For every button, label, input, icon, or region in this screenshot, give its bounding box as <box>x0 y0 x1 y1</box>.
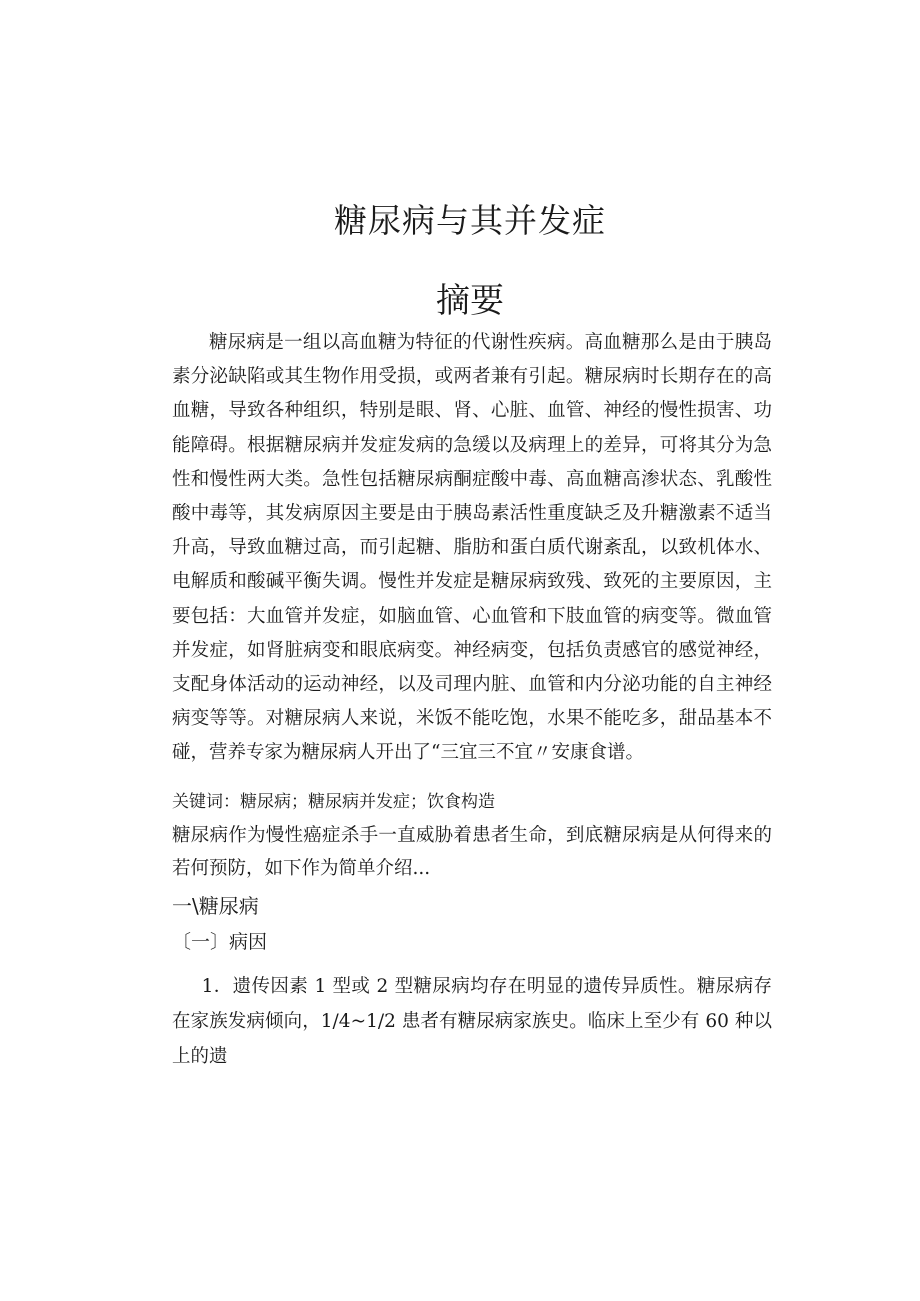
abstract-paragraph: 糖尿病是一组以高血糖为特征的代谢性疾病。高血糖那么是由于胰岛素分泌缺陷或其生物作用受损，或两者兼有引起。糖尿病时长期存在的高血糖，导致各种组织，特别是眼、肾、心脏、血管、神经的慢性损害、功能障碍。根据糖尿病并发症发病的急缓以及病理上的差异，可将其分为急性和慢性两大类。急性包括糖尿病酮症酸中毒、高血糖高渗状态、乳酸性酸中毒等，其发病原因主要是由于胰岛素活性重度缺乏及升糖激素不适当升高，导致血糖过高，而引起糖、脂肪和蛋白质代谢紊乱，以致机体水、电解质和酸碱平衡失调。慢性并发症是糖尿病致残、致死的主要原因，主要包括：大血管并发症，如脑血管、心血管和下肢血管的病变等。微血管并发症，如肾脏病变和眼底病变。神经病变，包括负责感官的感觉神经，支配身体活动的运动神经，以及司理内脏、血管和内分泌功能的自主神经病变等等。对糖尿病人来说，米饭不能吃饱，水果不能吃多，甜品基本不碰，营养专家为糖尿病人开出了“三宜三不宜〃安康食谱。 <box>172 332 772 764</box>
section-heading: 一\糖尿病 <box>172 894 259 918</box>
subsection-heading: 〔一〕病因 <box>172 931 268 953</box>
document-title: 糖尿病与其并发症 <box>334 201 606 240</box>
abstract-heading: 摘要 <box>436 281 504 321</box>
intro-paragraph: 糖尿病作为慢性癌症杀手一直威胁着患者生命，到底糖尿病是从何得来的若何预防，如下作为简单介绍... <box>172 825 772 879</box>
keywords-line: 关键词：糖尿病；糖尿病并发症；饮食构造 <box>172 792 495 812</box>
body-paragraph: 1．遗传因素 1 型或 2 型糖尿病均存在明显的遗传异质性。糖尿病存在家族发病倾向，1/4~1/2 患者有糖尿病家族史。临床上至少有 60 种以上的遗 <box>172 976 772 1067</box>
